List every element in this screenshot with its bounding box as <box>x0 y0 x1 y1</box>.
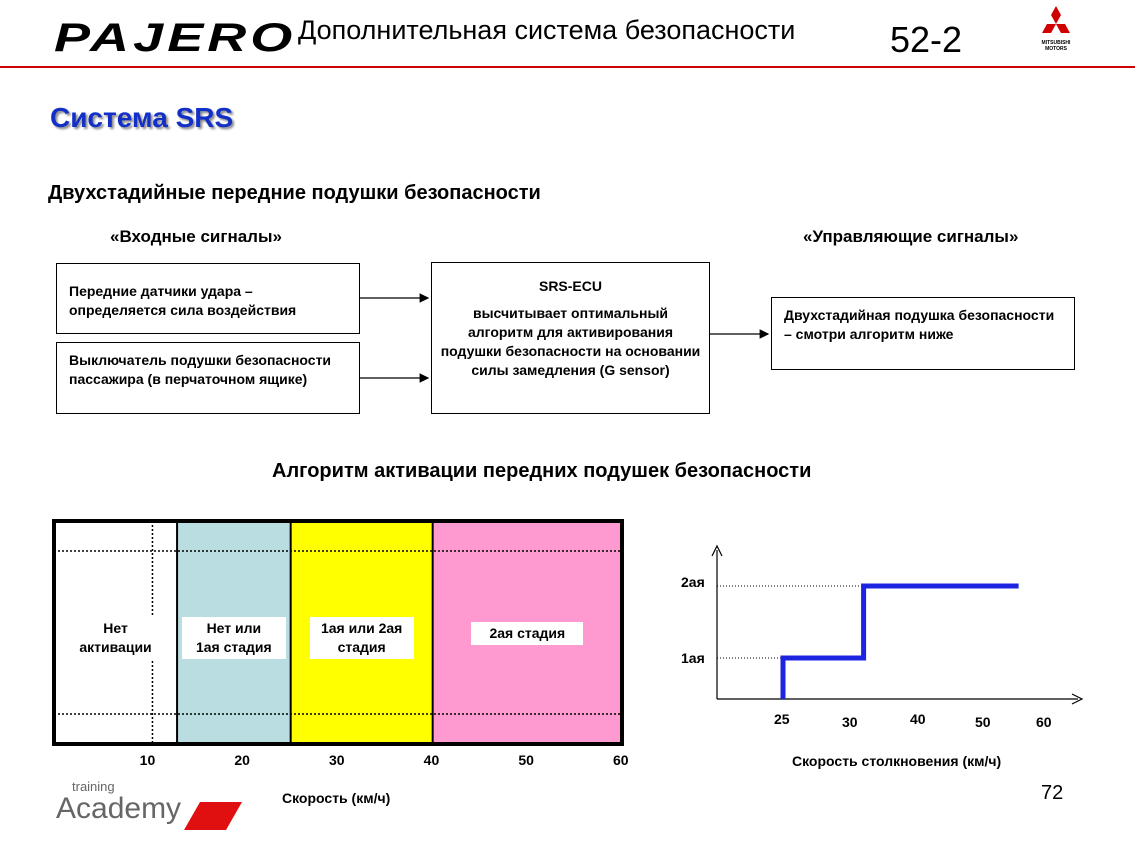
page-code: 52-2 <box>890 19 963 60</box>
zone-x-tick: 40 <box>423 752 440 768</box>
zone-x-tick: 50 <box>518 752 534 768</box>
slide-number: 72 <box>1041 782 1064 804</box>
zone-label-line2: активации <box>79 639 152 655</box>
zone-label-line1: 2ая стадия <box>489 625 566 641</box>
output-signals-label: «Управляющие сигналы» <box>803 227 1019 246</box>
step-x-tick: 25 <box>774 711 790 727</box>
step-x-tick: 50 <box>975 714 991 730</box>
zone-x-tick: 60 <box>613 752 629 768</box>
stage-series-line <box>783 586 1019 699</box>
algorithm-title: Алгоритм активации передних подушек безопасности <box>272 460 812 482</box>
header-title: Дополнительная система безопасности <box>298 15 796 45</box>
zone-label-line1: Нет или <box>206 620 262 636</box>
zone-x-tick: 20 <box>234 752 250 768</box>
subtitle: Двухстадийные передние подушки безопасности <box>48 182 541 204</box>
zone-label-line2: 1ая стадия <box>195 639 272 655</box>
brand-logo-text: PAJERO <box>54 16 297 60</box>
zone-label-line2: стадия <box>337 639 386 655</box>
step-x-tick: 60 <box>1036 714 1052 730</box>
step-x-tick: 40 <box>910 711 926 727</box>
zone-label-line1: 1ая или 2ая <box>320 620 403 636</box>
front-impact-sensors-box: Передние датчики удара – определяется сила воздействия <box>56 263 360 334</box>
zone-x-tick: 30 <box>329 752 345 768</box>
academy-slash-icon <box>182 800 244 832</box>
zone-x-axis-label: Скорость (км/ч) <box>282 790 391 806</box>
step-y-tick: 2ая <box>681 574 705 590</box>
ecu-title: SRS-ECU <box>538 278 602 294</box>
section-title: Система SRS <box>50 102 234 133</box>
step-y-tick: 1ая <box>681 650 705 666</box>
dual-stage-airbag-box: Двухстадийная подушка безопасности – смотри алгоритм ниже <box>771 297 1075 370</box>
step-x-axis-label: Скорость столкновения (км/ч) <box>792 753 1002 769</box>
logo-text: MITSUBISHI MOTORS <box>1041 40 1071 52</box>
zone-x-tick: 10 <box>139 752 156 768</box>
step-x-tick: 30 <box>842 714 858 730</box>
input-signals-label: «Входные сигналы» <box>110 227 282 246</box>
zone-label-line1: Нет <box>103 620 128 636</box>
passenger-airbag-switch-box: Выключатель подушки безопасности пассажира (в перчаточном ящике) <box>56 342 360 414</box>
academy-training-text: training <box>72 779 115 794</box>
academy-logo-text: Academy <box>56 792 182 825</box>
ecu-description: высчитывает оптимальный алгоритм для активирования подушки безопасности на основании силы замедления (G sensor) <box>440 305 701 378</box>
